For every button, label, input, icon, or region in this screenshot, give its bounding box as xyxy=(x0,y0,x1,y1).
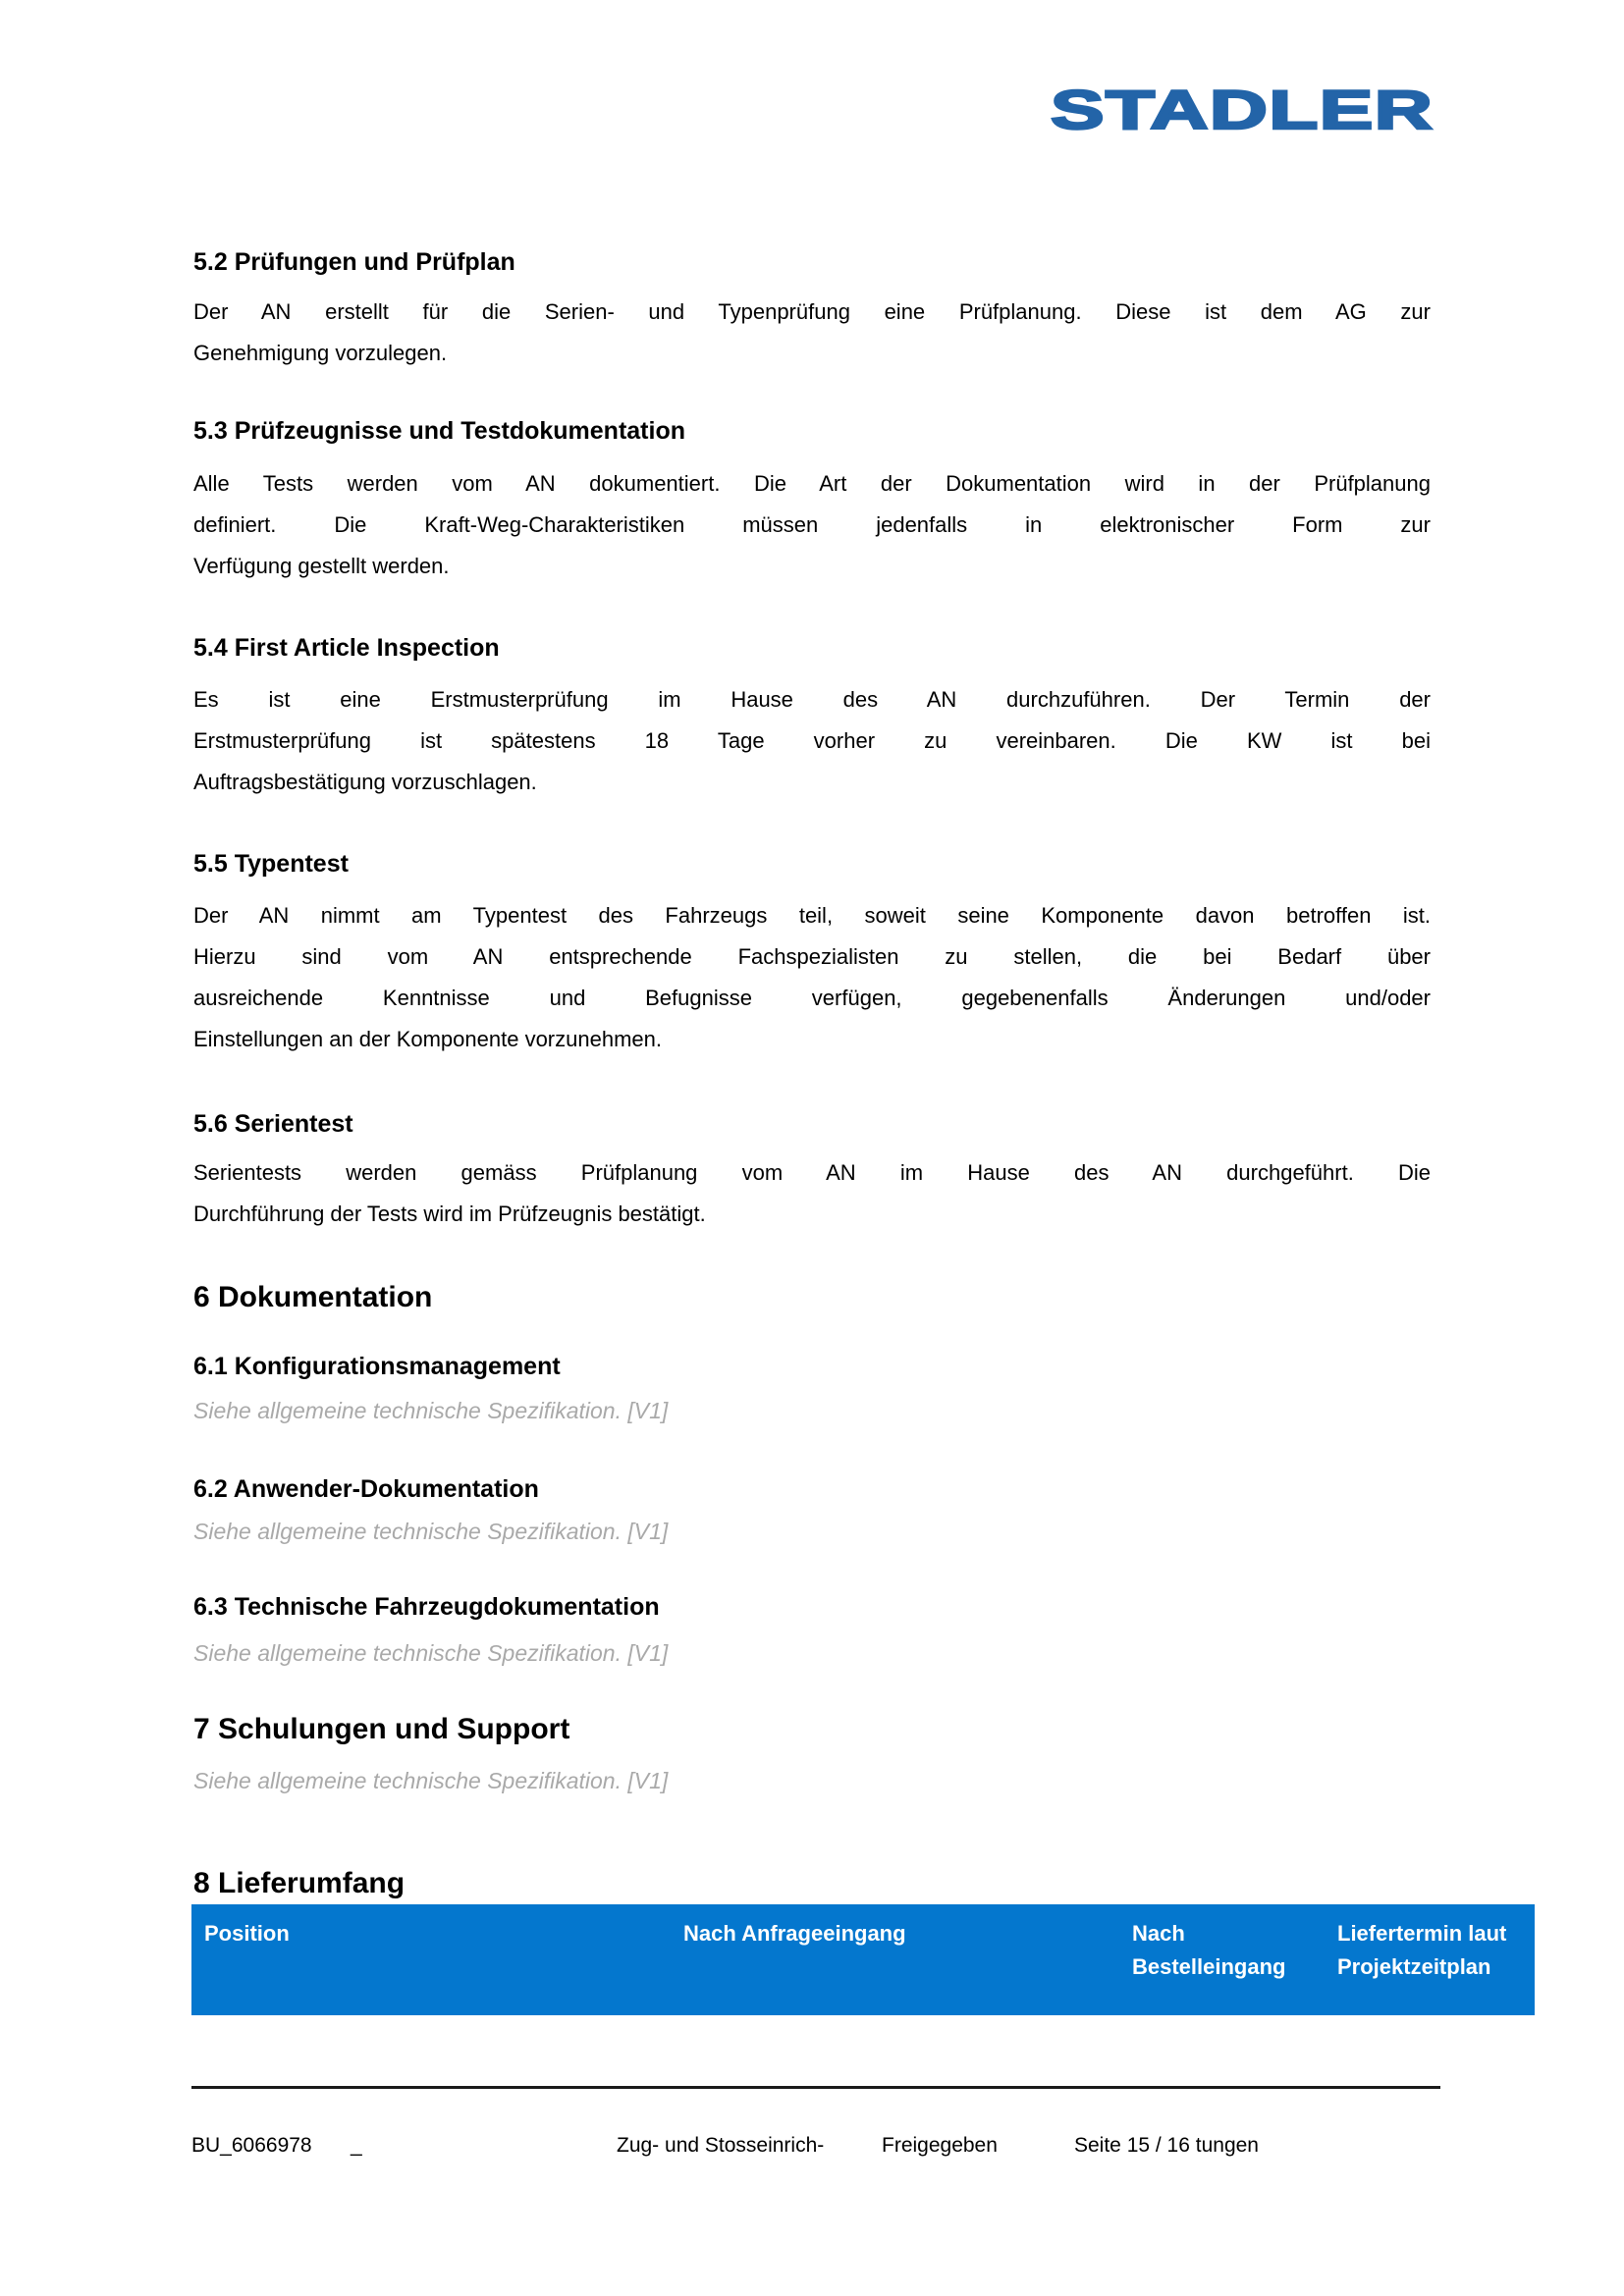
section-heading-6-1: 6.1 Konfigurationsmanagement xyxy=(193,1353,561,1380)
stadler-logo: STADLER xyxy=(1050,79,1434,140)
footer-separator: _ xyxy=(351,2134,362,2157)
table-header-nach-bestelleingang: Nach Bestelleingang xyxy=(1132,1921,1286,1979)
section-heading-5-2: 5.2 Prüfungen und Prüfplan xyxy=(193,248,515,276)
reference-note-6-3: Siehe allgemeine technische Spezifikation. [V1] xyxy=(193,1640,669,1666)
section-heading-6-3: 6.3 Technische Fahrzeugdokumentation xyxy=(193,1593,660,1621)
footer-page-info: Seite 15 / 16 tungen xyxy=(1074,2134,1259,2157)
reference-note-7: Siehe allgemeine technische Spezifikation. [V1] xyxy=(193,1768,669,1793)
footer-status: Freigegeben xyxy=(882,2134,998,2157)
section-body-5-3: Alle Tests werden vom AN dokumentiert. Die Art der Dokumentation wird in der Prüfplanung definiert. Die Kraft-Weg-Charakteristiken müssen jedenfalls in elektronischer Form zur Verfügung gestellt werden. xyxy=(193,471,1431,578)
section-heading-5-4: 5.4 First Article Inspection xyxy=(193,634,500,662)
table-header-nach-anfrageeingang: Nach Anfrageeingang xyxy=(683,1921,906,1946)
section-body-5-2: Der AN erstellt für die Serien- und Typenprüfung eine Prüfplanung. Diese ist dem AG zur Genehmigung vorzulegen. xyxy=(193,299,1431,365)
chapter-heading-8: 8 Lieferumfang xyxy=(193,1867,406,1899)
table-header-row xyxy=(191,1904,1535,2015)
section-heading-5-3: 5.3 Prüfzeugnisse und Testdokumentation xyxy=(193,417,685,445)
section-body-5-4: Es ist eine Erstmusterprüfung im Hause des AN durchzuführen. Der Termin der Erstmusterprüfung ist spätestens 18 Tage vorher zu vereinbaren. Die KW ist bei Auftragsbestätigung vorzuschlagen. xyxy=(193,687,1431,794)
footer-doc-title: Zug- und Stosseinrich- xyxy=(617,2134,825,2157)
section-heading-5-6: 5.6 Serientest xyxy=(193,1110,353,1138)
section-body-5-5: Der AN nimmt am Typentest des Fahrzeugs teil, soweit seine Komponente davon betroffen ist. Hierzu sind vom AN entsprechende Fachspezialisten zu stellen, die bei Bedarf über ausreichende Kenntnisse und Befugnisse verfügen, gegebenenfalls Änderungen und/oder Einstellungen an der Komponente vorzunehmen. xyxy=(193,903,1431,1051)
table-header-liefertermin: Liefertermin laut Projektzeitplan xyxy=(1337,1921,1507,1979)
reference-note-6-2: Siehe allgemeine technische Spezifikation. [V1] xyxy=(193,1519,669,1544)
footer-divider xyxy=(191,2086,1440,2089)
section-body-5-6: Serientests werden gemäss Prüfplanung vom AN im Hause des AN durchgeführt. Die Durchführung der Tests wird im Prüfzeugnis bestätigt. xyxy=(193,1160,1431,1226)
chapter-heading-6: 6 Dokumentation xyxy=(193,1281,433,1313)
reference-note-6-1: Siehe allgemeine technische Spezifikation. [V1] xyxy=(193,1398,669,1423)
page-header xyxy=(193,79,1434,140)
chapter-heading-7: 7 Schulungen und Support xyxy=(193,1713,570,1745)
table-header-position: Position xyxy=(204,1921,290,1946)
footer-doc-id: BU_6066978 xyxy=(191,2134,312,2157)
section-heading-6-2: 6.2 Anwender-Dokumentation xyxy=(193,1475,539,1503)
section-heading-5-5: 5.5 Typentest xyxy=(193,850,349,878)
